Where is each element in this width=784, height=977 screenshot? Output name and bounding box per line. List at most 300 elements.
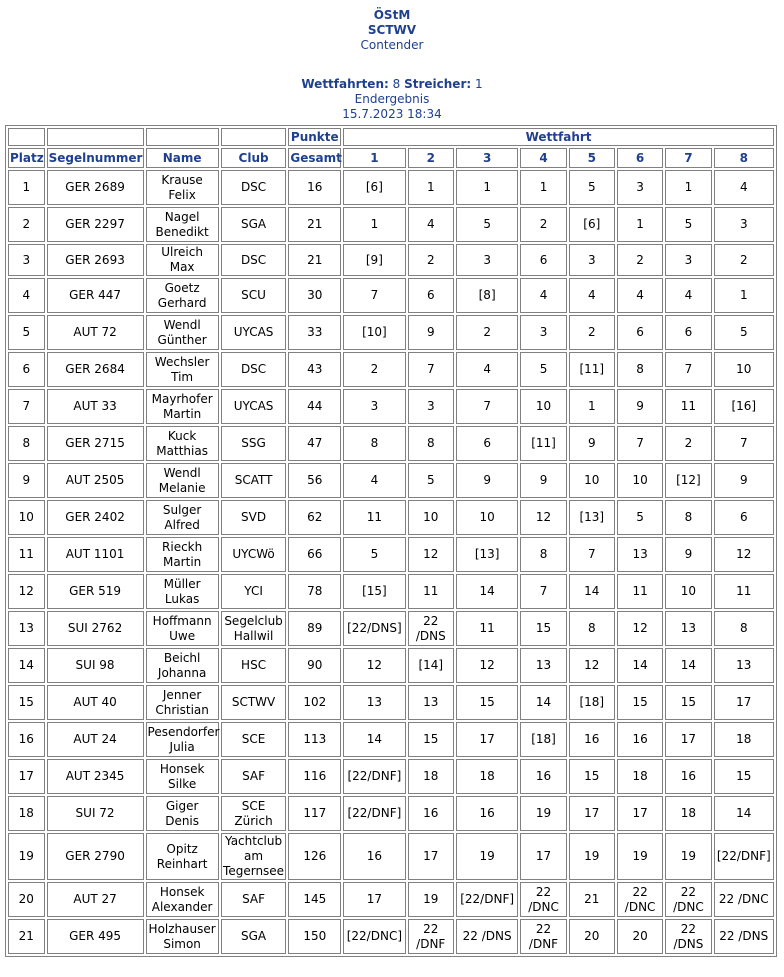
col-race-2: 2 <box>408 148 454 168</box>
race-1-score-cell: 3 <box>343 389 405 424</box>
race-6-score-cell: 17 <box>617 796 663 831</box>
sailor-name-cell: Wechsler Tim <box>146 352 219 387</box>
table-row <box>8 463 774 498</box>
race-8-score-cell: 2 <box>714 244 774 276</box>
race-5-score-cell: 7 <box>569 537 615 572</box>
race-8-score-cell: 12 <box>714 537 774 572</box>
race-2-score-cell: 17 <box>408 833 454 880</box>
race-8-score-cell: 6 <box>714 500 774 535</box>
race-7-score-cell: 3 <box>665 244 711 276</box>
race-7-score-cell: 1 <box>665 170 711 205</box>
race-4-score-cell: 22 /DNC <box>520 882 566 917</box>
sailor-name-cell: Wendl Melanie <box>146 463 219 498</box>
race-7-score-cell: 15 <box>665 685 711 720</box>
race-7-score-cell: 4 <box>665 278 711 313</box>
race-1-score-cell: [22/DNS] <box>343 611 405 646</box>
table-row <box>8 537 774 572</box>
race-4-score-cell: [11] <box>520 426 566 461</box>
race-8-score-cell: 22 /DNC <box>714 882 774 917</box>
race-3-score-cell: 2 <box>456 315 518 350</box>
race-7-score-cell: 10 <box>665 574 711 609</box>
place-cell: 8 <box>8 426 45 461</box>
race-5-score-cell: [18] <box>569 685 615 720</box>
race-8-score-cell: 22 /DNS <box>714 919 774 954</box>
place-cell: 14 <box>8 648 45 683</box>
race-8-score-cell: 10 <box>714 352 774 387</box>
sailor-name-cell: Jenner Christian <box>146 685 219 720</box>
race-7-score-cell: 8 <box>665 500 711 535</box>
race-3-score-cell: 17 <box>456 722 518 757</box>
races-group-header: Wettfahrt <box>343 128 774 146</box>
race-8-score-cell: 15 <box>714 759 774 794</box>
club-cell: Yachtclub am Tegernsee <box>221 833 287 880</box>
total-points-cell: 44 <box>288 389 341 424</box>
sailor-name-cell: Goetz Gerhard <box>146 278 219 313</box>
race-5-score-cell: 4 <box>569 278 615 313</box>
race-5-score-cell: 19 <box>569 833 615 880</box>
race-7-score-cell: 17 <box>665 722 711 757</box>
discards-label: Streicher: <box>404 77 472 91</box>
table-row <box>8 244 774 276</box>
col-race-4: 4 <box>520 148 566 168</box>
race-5-score-cell: 10 <box>569 463 615 498</box>
race-2-score-cell: 10 <box>408 500 454 535</box>
club-cell: SAF <box>221 759 287 794</box>
col-race-5: 5 <box>569 148 615 168</box>
table-row <box>8 278 774 313</box>
col-race-8: 8 <box>714 148 774 168</box>
col-sail-number: Segelnummer <box>47 148 144 168</box>
race-1-score-cell: 5 <box>343 537 405 572</box>
race-6-score-cell: 12 <box>617 611 663 646</box>
results-header <box>0 0 784 122</box>
race-1-score-cell: [6] <box>343 170 405 205</box>
race-2-score-cell: 9 <box>408 315 454 350</box>
points-group-header: Punkte <box>288 128 341 146</box>
sail-number-cell: AUT 40 <box>47 685 144 720</box>
race-1-score-cell: 13 <box>343 685 405 720</box>
race-1-score-cell: [22/DNF] <box>343 796 405 831</box>
col-place: Platz <box>8 148 45 168</box>
race-6-score-cell: 10 <box>617 463 663 498</box>
results-body <box>8 170 774 954</box>
race-1-score-cell: [15] <box>343 574 405 609</box>
race-2-score-cell: 3 <box>408 389 454 424</box>
race-3-score-cell: 6 <box>456 426 518 461</box>
place-cell: 1 <box>8 170 45 205</box>
table-row <box>8 833 774 880</box>
race-6-score-cell: 13 <box>617 537 663 572</box>
place-cell: 11 <box>8 537 45 572</box>
sailor-name-cell: Müller Lukas <box>146 574 219 609</box>
sail-number-cell: AUT 33 <box>47 389 144 424</box>
race-2-score-cell: 22 /DNS <box>408 611 454 646</box>
race-8-score-cell: 9 <box>714 463 774 498</box>
race-5-score-cell: 3 <box>569 244 615 276</box>
race-6-score-cell: 2 <box>617 244 663 276</box>
place-cell: 6 <box>8 352 45 387</box>
place-cell: 21 <box>8 919 45 954</box>
race-4-score-cell: 7 <box>520 574 566 609</box>
sailor-name-cell: Wendl Günther <box>146 315 219 350</box>
race-1-score-cell: 8 <box>343 426 405 461</box>
place-cell: 3 <box>8 244 45 276</box>
race-7-score-cell: [12] <box>665 463 711 498</box>
sail-number-cell: GER 447 <box>47 278 144 313</box>
race-4-score-cell: 5 <box>520 352 566 387</box>
total-points-cell: 33 <box>288 315 341 350</box>
club-cell: DSC <box>221 170 287 205</box>
col-race-7: 7 <box>665 148 711 168</box>
race-2-score-cell: 13 <box>408 685 454 720</box>
col-race-3: 3 <box>456 148 518 168</box>
place-cell: 13 <box>8 611 45 646</box>
race-4-score-cell: 3 <box>520 315 566 350</box>
sailor-name-cell: Holzhauser Simon <box>146 919 219 954</box>
place-cell: 5 <box>8 315 45 350</box>
sail-number-cell: GER 2297 <box>47 207 144 242</box>
sail-number-cell: GER 2715 <box>47 426 144 461</box>
race-7-score-cell: 18 <box>665 796 711 831</box>
place-cell: 18 <box>8 796 45 831</box>
race-6-score-cell: 3 <box>617 170 663 205</box>
sail-number-cell: GER 519 <box>47 574 144 609</box>
race-4-score-cell: 15 <box>520 611 566 646</box>
race-5-score-cell: [13] <box>569 500 615 535</box>
club-cell: DSC <box>221 244 287 276</box>
race-5-score-cell: 5 <box>569 170 615 205</box>
race-4-score-cell: 17 <box>520 833 566 880</box>
race-5-score-cell: 1 <box>569 389 615 424</box>
race-8-score-cell: 18 <box>714 722 774 757</box>
club-cell: UYCAS <box>221 315 287 350</box>
race-summary <box>0 77 784 92</box>
col-race-6: 6 <box>617 148 663 168</box>
race-3-score-cell: 16 <box>456 796 518 831</box>
race-2-score-cell: 11 <box>408 574 454 609</box>
race-7-score-cell: 6 <box>665 315 711 350</box>
race-8-score-cell: 13 <box>714 648 774 683</box>
sailor-name-cell: Sulger Alfred <box>146 500 219 535</box>
race-5-score-cell: 8 <box>569 611 615 646</box>
boat-class: Contender <box>360 38 424 52</box>
race-2-score-cell: 2 <box>408 244 454 276</box>
race-1-score-cell: 14 <box>343 722 405 757</box>
race-3-score-cell: 9 <box>456 463 518 498</box>
race-7-score-cell: 14 <box>665 648 711 683</box>
race-3-score-cell: 12 <box>456 648 518 683</box>
table-row <box>8 426 774 461</box>
race-8-score-cell: 1 <box>714 278 774 313</box>
result-datetime: 15.7.2023 18:34 <box>342 107 442 121</box>
race-3-score-cell: 5 <box>456 207 518 242</box>
race-5-score-cell: 14 <box>569 574 615 609</box>
race-5-score-cell: 21 <box>569 882 615 917</box>
race-1-score-cell: 17 <box>343 882 405 917</box>
club-cell: SGA <box>221 919 287 954</box>
race-6-score-cell: 19 <box>617 833 663 880</box>
race-1-score-cell: 7 <box>343 278 405 313</box>
club-cell: SCATT <box>221 463 287 498</box>
race-2-score-cell: 5 <box>408 463 454 498</box>
table-row <box>8 611 774 646</box>
race-6-score-cell: 4 <box>617 278 663 313</box>
race-7-score-cell: 16 <box>665 759 711 794</box>
race-8-score-cell: 3 <box>714 207 774 242</box>
race-8-score-cell: 17 <box>714 685 774 720</box>
sailor-name-cell: Pesendorfer Julia <box>146 722 219 757</box>
total-points-cell: 89 <box>288 611 341 646</box>
race-8-score-cell: [22/DNF] <box>714 833 774 880</box>
race-7-score-cell: 5 <box>665 207 711 242</box>
race-8-score-cell: 7 <box>714 426 774 461</box>
sail-number-cell: GER 2790 <box>47 833 144 880</box>
race-8-score-cell: 14 <box>714 796 774 831</box>
club-cell: SSG <box>221 426 287 461</box>
race-6-score-cell: 7 <box>617 426 663 461</box>
total-points-cell: 126 <box>288 833 341 880</box>
sailor-name-cell: Giger Denis <box>146 796 219 831</box>
race-3-score-cell: 18 <box>456 759 518 794</box>
place-cell: 20 <box>8 882 45 917</box>
place-cell: 16 <box>8 722 45 757</box>
place-cell: 12 <box>8 574 45 609</box>
race-1-score-cell: [22/DNC] <box>343 919 405 954</box>
place-cell: 19 <box>8 833 45 880</box>
club-cell: SCE <box>221 722 287 757</box>
race-8-score-cell: 5 <box>714 315 774 350</box>
sail-number-cell: AUT 27 <box>47 882 144 917</box>
race-4-score-cell: 2 <box>520 207 566 242</box>
race-3-score-cell: 4 <box>456 352 518 387</box>
race-1-score-cell: 1 <box>343 207 405 242</box>
race-5-score-cell: 16 <box>569 722 615 757</box>
race-5-score-cell: 9 <box>569 426 615 461</box>
race-1-score-cell: 11 <box>343 500 405 535</box>
organizer: SCTWV <box>367 23 417 37</box>
sail-number-cell: AUT 72 <box>47 315 144 350</box>
table-row <box>8 882 774 917</box>
table-row <box>8 315 774 350</box>
sail-number-cell: SUI 72 <box>47 796 144 831</box>
total-points-cell: 47 <box>288 426 341 461</box>
table-row <box>8 685 774 720</box>
col-club: Club <box>221 148 287 168</box>
total-points-cell: 90 <box>288 648 341 683</box>
race-4-score-cell: 9 <box>520 463 566 498</box>
race-5-score-cell: [11] <box>569 352 615 387</box>
race-2-score-cell: 1 <box>408 170 454 205</box>
sail-number-cell: AUT 2505 <box>47 463 144 498</box>
race-3-score-cell: 11 <box>456 611 518 646</box>
total-points-cell: 117 <box>288 796 341 831</box>
race-6-score-cell: 16 <box>617 722 663 757</box>
race-3-score-cell: 3 <box>456 244 518 276</box>
race-4-score-cell: 4 <box>520 278 566 313</box>
sail-number-cell: GER 495 <box>47 919 144 954</box>
sailor-name-cell: Nagel Benedikt <box>146 207 219 242</box>
race-3-score-cell: 10 <box>456 500 518 535</box>
total-points-cell: 113 <box>288 722 341 757</box>
event-title: ÖStM <box>373 8 411 22</box>
total-points-cell: 16 <box>288 170 341 205</box>
race-3-score-cell: 14 <box>456 574 518 609</box>
table-row <box>8 796 774 831</box>
total-points-cell: 56 <box>288 463 341 498</box>
club-cell: SCTWV <box>221 685 287 720</box>
race-4-score-cell: 10 <box>520 389 566 424</box>
total-points-cell: 21 <box>288 244 341 276</box>
sailor-name-cell: Ulreich Max <box>146 244 219 276</box>
sailor-name-cell: Honsek Silke <box>146 759 219 794</box>
sail-number-cell: SUI 2762 <box>47 611 144 646</box>
place-cell: 2 <box>8 207 45 242</box>
race-4-score-cell: 8 <box>520 537 566 572</box>
sailor-name-cell: Hoffmann Uwe <box>146 611 219 646</box>
table-column-header <box>8 148 774 168</box>
sailor-name-cell: Rieckh Martin <box>146 537 219 572</box>
race-1-score-cell: [10] <box>343 315 405 350</box>
sailor-name-cell: Opitz Reinhart <box>146 833 219 880</box>
race-2-score-cell: 16 <box>408 796 454 831</box>
race-3-score-cell: 7 <box>456 389 518 424</box>
sail-number-cell: GER 2689 <box>47 170 144 205</box>
race-1-score-cell: 2 <box>343 352 405 387</box>
sailor-name-cell: Beichl Johanna <box>146 648 219 683</box>
race-2-score-cell: 19 <box>408 882 454 917</box>
race-7-score-cell: 22 /DNS <box>665 919 711 954</box>
race-5-score-cell: 2 <box>569 315 615 350</box>
race-7-score-cell: 9 <box>665 537 711 572</box>
race-6-score-cell: 20 <box>617 919 663 954</box>
race-4-score-cell: 14 <box>520 685 566 720</box>
table-row <box>8 919 774 954</box>
table-row <box>8 170 774 205</box>
race-7-score-cell: 7 <box>665 352 711 387</box>
race-7-score-cell: 22 /DNC <box>665 882 711 917</box>
club-cell: SVD <box>221 500 287 535</box>
table-row <box>8 500 774 535</box>
race-3-score-cell: [13] <box>456 537 518 572</box>
race-2-score-cell: 15 <box>408 722 454 757</box>
total-points-cell: 78 <box>288 574 341 609</box>
total-points-cell: 30 <box>288 278 341 313</box>
race-7-score-cell: 2 <box>665 426 711 461</box>
race-4-score-cell: [18] <box>520 722 566 757</box>
race-7-score-cell: 19 <box>665 833 711 880</box>
race-8-score-cell: 8 <box>714 611 774 646</box>
race-1-score-cell: 16 <box>343 833 405 880</box>
race-6-score-cell: 1 <box>617 207 663 242</box>
table-row <box>8 722 774 757</box>
race-5-score-cell: 12 <box>569 648 615 683</box>
club-cell: UYCWö <box>221 537 287 572</box>
race-6-score-cell: 15 <box>617 685 663 720</box>
sail-number-cell: AUT 2345 <box>47 759 144 794</box>
race-2-score-cell: [14] <box>408 648 454 683</box>
table-row <box>8 389 774 424</box>
race-2-score-cell: 12 <box>408 537 454 572</box>
race-3-score-cell: 1 <box>456 170 518 205</box>
sailor-name-cell: Honsek Alexander <box>146 882 219 917</box>
race-3-score-cell: [8] <box>456 278 518 313</box>
total-points-cell: 66 <box>288 537 341 572</box>
race-4-score-cell: 16 <box>520 759 566 794</box>
club-cell: SCU <box>221 278 287 313</box>
race-7-score-cell: 11 <box>665 389 711 424</box>
race-2-score-cell: 22 /DNF <box>408 919 454 954</box>
race-6-score-cell: 8 <box>617 352 663 387</box>
discards-value: 1 <box>474 77 483 91</box>
total-points-cell: 43 <box>288 352 341 387</box>
result-status: Endergebnis <box>354 92 430 106</box>
race-8-score-cell: 11 <box>714 574 774 609</box>
race-6-score-cell: 11 <box>617 574 663 609</box>
sail-number-cell: AUT 1101 <box>47 537 144 572</box>
race-2-score-cell: 18 <box>408 759 454 794</box>
total-points-cell: 150 <box>288 919 341 954</box>
race-5-score-cell: 15 <box>569 759 615 794</box>
table-row <box>8 207 774 242</box>
sail-number-cell: GER 2684 <box>47 352 144 387</box>
race-6-score-cell: 14 <box>617 648 663 683</box>
race-4-score-cell: 22 /DNF <box>520 919 566 954</box>
results-table <box>5 125 777 957</box>
col-total: Gesamt <box>288 148 341 168</box>
club-cell: UYCAS <box>221 389 287 424</box>
race-4-score-cell: 12 <box>520 500 566 535</box>
club-cell: Segelclub Hallwil <box>221 611 287 646</box>
race-3-score-cell: [22/DNF] <box>456 882 518 917</box>
race-8-score-cell: [16] <box>714 389 774 424</box>
sailor-name-cell: Mayrhofer Martin <box>146 389 219 424</box>
sailor-name-cell: Kuck Matthias <box>146 426 219 461</box>
race-7-score-cell: 13 <box>665 611 711 646</box>
total-points-cell: 21 <box>288 207 341 242</box>
race-5-score-cell: 20 <box>569 919 615 954</box>
race-2-score-cell: 7 <box>408 352 454 387</box>
race-1-score-cell: 12 <box>343 648 405 683</box>
race-3-score-cell: 15 <box>456 685 518 720</box>
place-cell: 7 <box>8 389 45 424</box>
total-points-cell: 145 <box>288 882 341 917</box>
table-row <box>8 648 774 683</box>
club-cell: SAF <box>221 882 287 917</box>
race-1-score-cell: 4 <box>343 463 405 498</box>
race-8-score-cell: 4 <box>714 170 774 205</box>
races-value: 8 <box>392 77 401 91</box>
race-6-score-cell: 5 <box>617 500 663 535</box>
sail-number-cell: GER 2693 <box>47 244 144 276</box>
race-6-score-cell: 18 <box>617 759 663 794</box>
sail-number-cell: AUT 24 <box>47 722 144 757</box>
table-row <box>8 352 774 387</box>
club-cell: SCE Zürich <box>221 796 287 831</box>
race-2-score-cell: 8 <box>408 426 454 461</box>
race-6-score-cell: 9 <box>617 389 663 424</box>
place-cell: 10 <box>8 500 45 535</box>
races-label: Wettfahrten: <box>301 77 389 91</box>
race-5-score-cell: [6] <box>569 207 615 242</box>
race-4-score-cell: 1 <box>520 170 566 205</box>
race-5-score-cell: 17 <box>569 796 615 831</box>
place-cell: 4 <box>8 278 45 313</box>
sailor-name-cell: Krause Felix <box>146 170 219 205</box>
place-cell: 9 <box>8 463 45 498</box>
total-points-cell: 62 <box>288 500 341 535</box>
total-points-cell: 116 <box>288 759 341 794</box>
race-4-score-cell: 6 <box>520 244 566 276</box>
